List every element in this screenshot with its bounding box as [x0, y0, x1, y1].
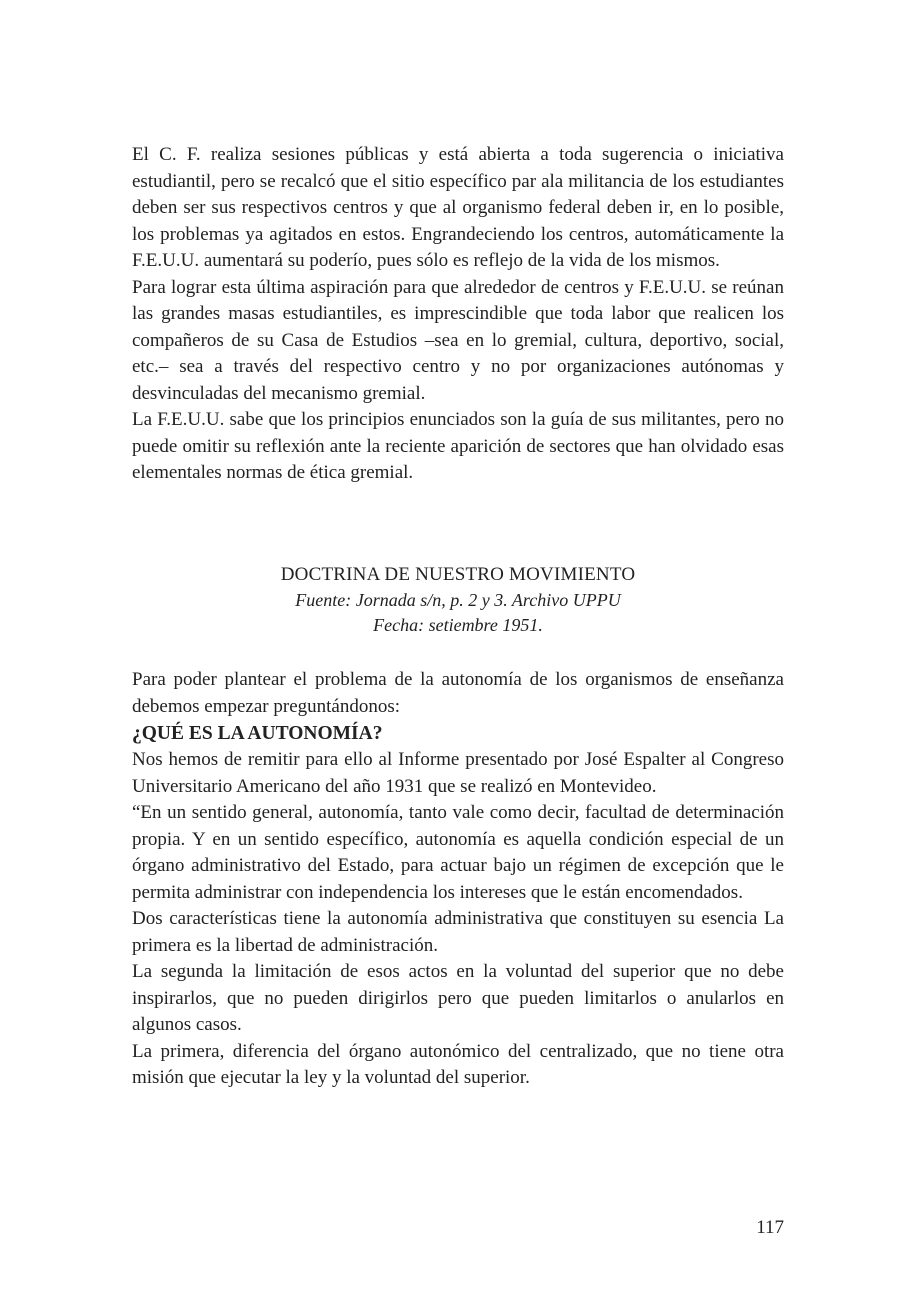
paragraph-second-characteristic: La segunda la limitación de esos actos en la voluntad del superior que no debe inspirarlos, que no pueden dirigirlos pero que pueden limitarlos o anularlos en algunos casos. — [132, 961, 784, 1035]
document-date: Fecha: setiembre 1951. — [373, 615, 543, 635]
paragraph-autonomy-definition: “En un sentido general, autonomía, tanto vale como decir, facultad de determinación propia. Y en un sentido específico, autonomía es aquella condición especial de un órgano administrativo del Estado, para actuar bajo un régimen de excepción que le permita administrar con independencia los intereses que le están encomendados. — [132, 802, 784, 903]
document-title: DOCTRINA DE NUESTRO MOVIMIENTO — [280, 564, 636, 585]
paragraph-feuu-principles: La F.E.U.U. sabe que los principios enunciados son la guía de sus militantes, pero no puede omitir su reflexión ante la reciente aparición de sectores que han olvidado esas elementales normas de ética gremial. — [132, 409, 784, 483]
paragraph-espalter-report: Nos hemos de remitir para ello al Informe presentado por José Espalter al Congreso Universitario Americano del año 1931 que se realizó en Montevideo. — [132, 749, 784, 797]
paragraph-two-characteristics: Dos características tiene la autonomía administrativa que constituyen su esencia La primera es la libertad de administración. — [132, 908, 784, 956]
paragraph-cf-sessions: El C. F. realiza sesiones públicas y está abierta a toda sugerencia o iniciativa estudiantil, pero se recalcó que el sitio específico par ala militancia de los estudiantes deben ser sus respectivos centros y que al organismo federal deben ir, en lo posible, los problemas ya agitados en estos. Engrandeciendo los centros, automáticamente la F.E.U.U. aumentará su poderío, pues sólo es reflejo de la vida de los mismos. — [132, 144, 784, 271]
paragraph-intro: Para poder plantear el problema de la autonomía de los organismos de enseñanza debemos empezar preguntándonos: — [132, 669, 784, 717]
document-source: Fuente: Jornada s/n, p. 2 y 3. Archivo UPPU — [295, 590, 621, 610]
top-text-section — [132, 142, 784, 487]
document-header — [132, 562, 784, 638]
page-number: 117 — [756, 1217, 784, 1238]
bottom-text-section — [132, 667, 784, 1092]
section-subheading: ¿QUÉ ES LA AUTONOMÍA? — [132, 723, 383, 744]
paragraph-first-difference: La primera, diferencia del órgano autonómico del centralizado, que no tiene otra misión que ejecutar la ley y la voluntad del superior. — [132, 1040, 784, 1088]
paragraph-aspiration: Para lograr esta última aspiración para que alrededor de centros y F.E.U.U. se reúnan las grandes masas estudiantiles, es imprescindible que toda labor que realicen los compañeros de su Casa de Estudios –sea en lo gremial, cultura, deportivo, social, etc.– sea a través del respectivo centro y no por organizaciones autónomas y desvinculadas del mecanismo gremial. — [132, 276, 784, 404]
